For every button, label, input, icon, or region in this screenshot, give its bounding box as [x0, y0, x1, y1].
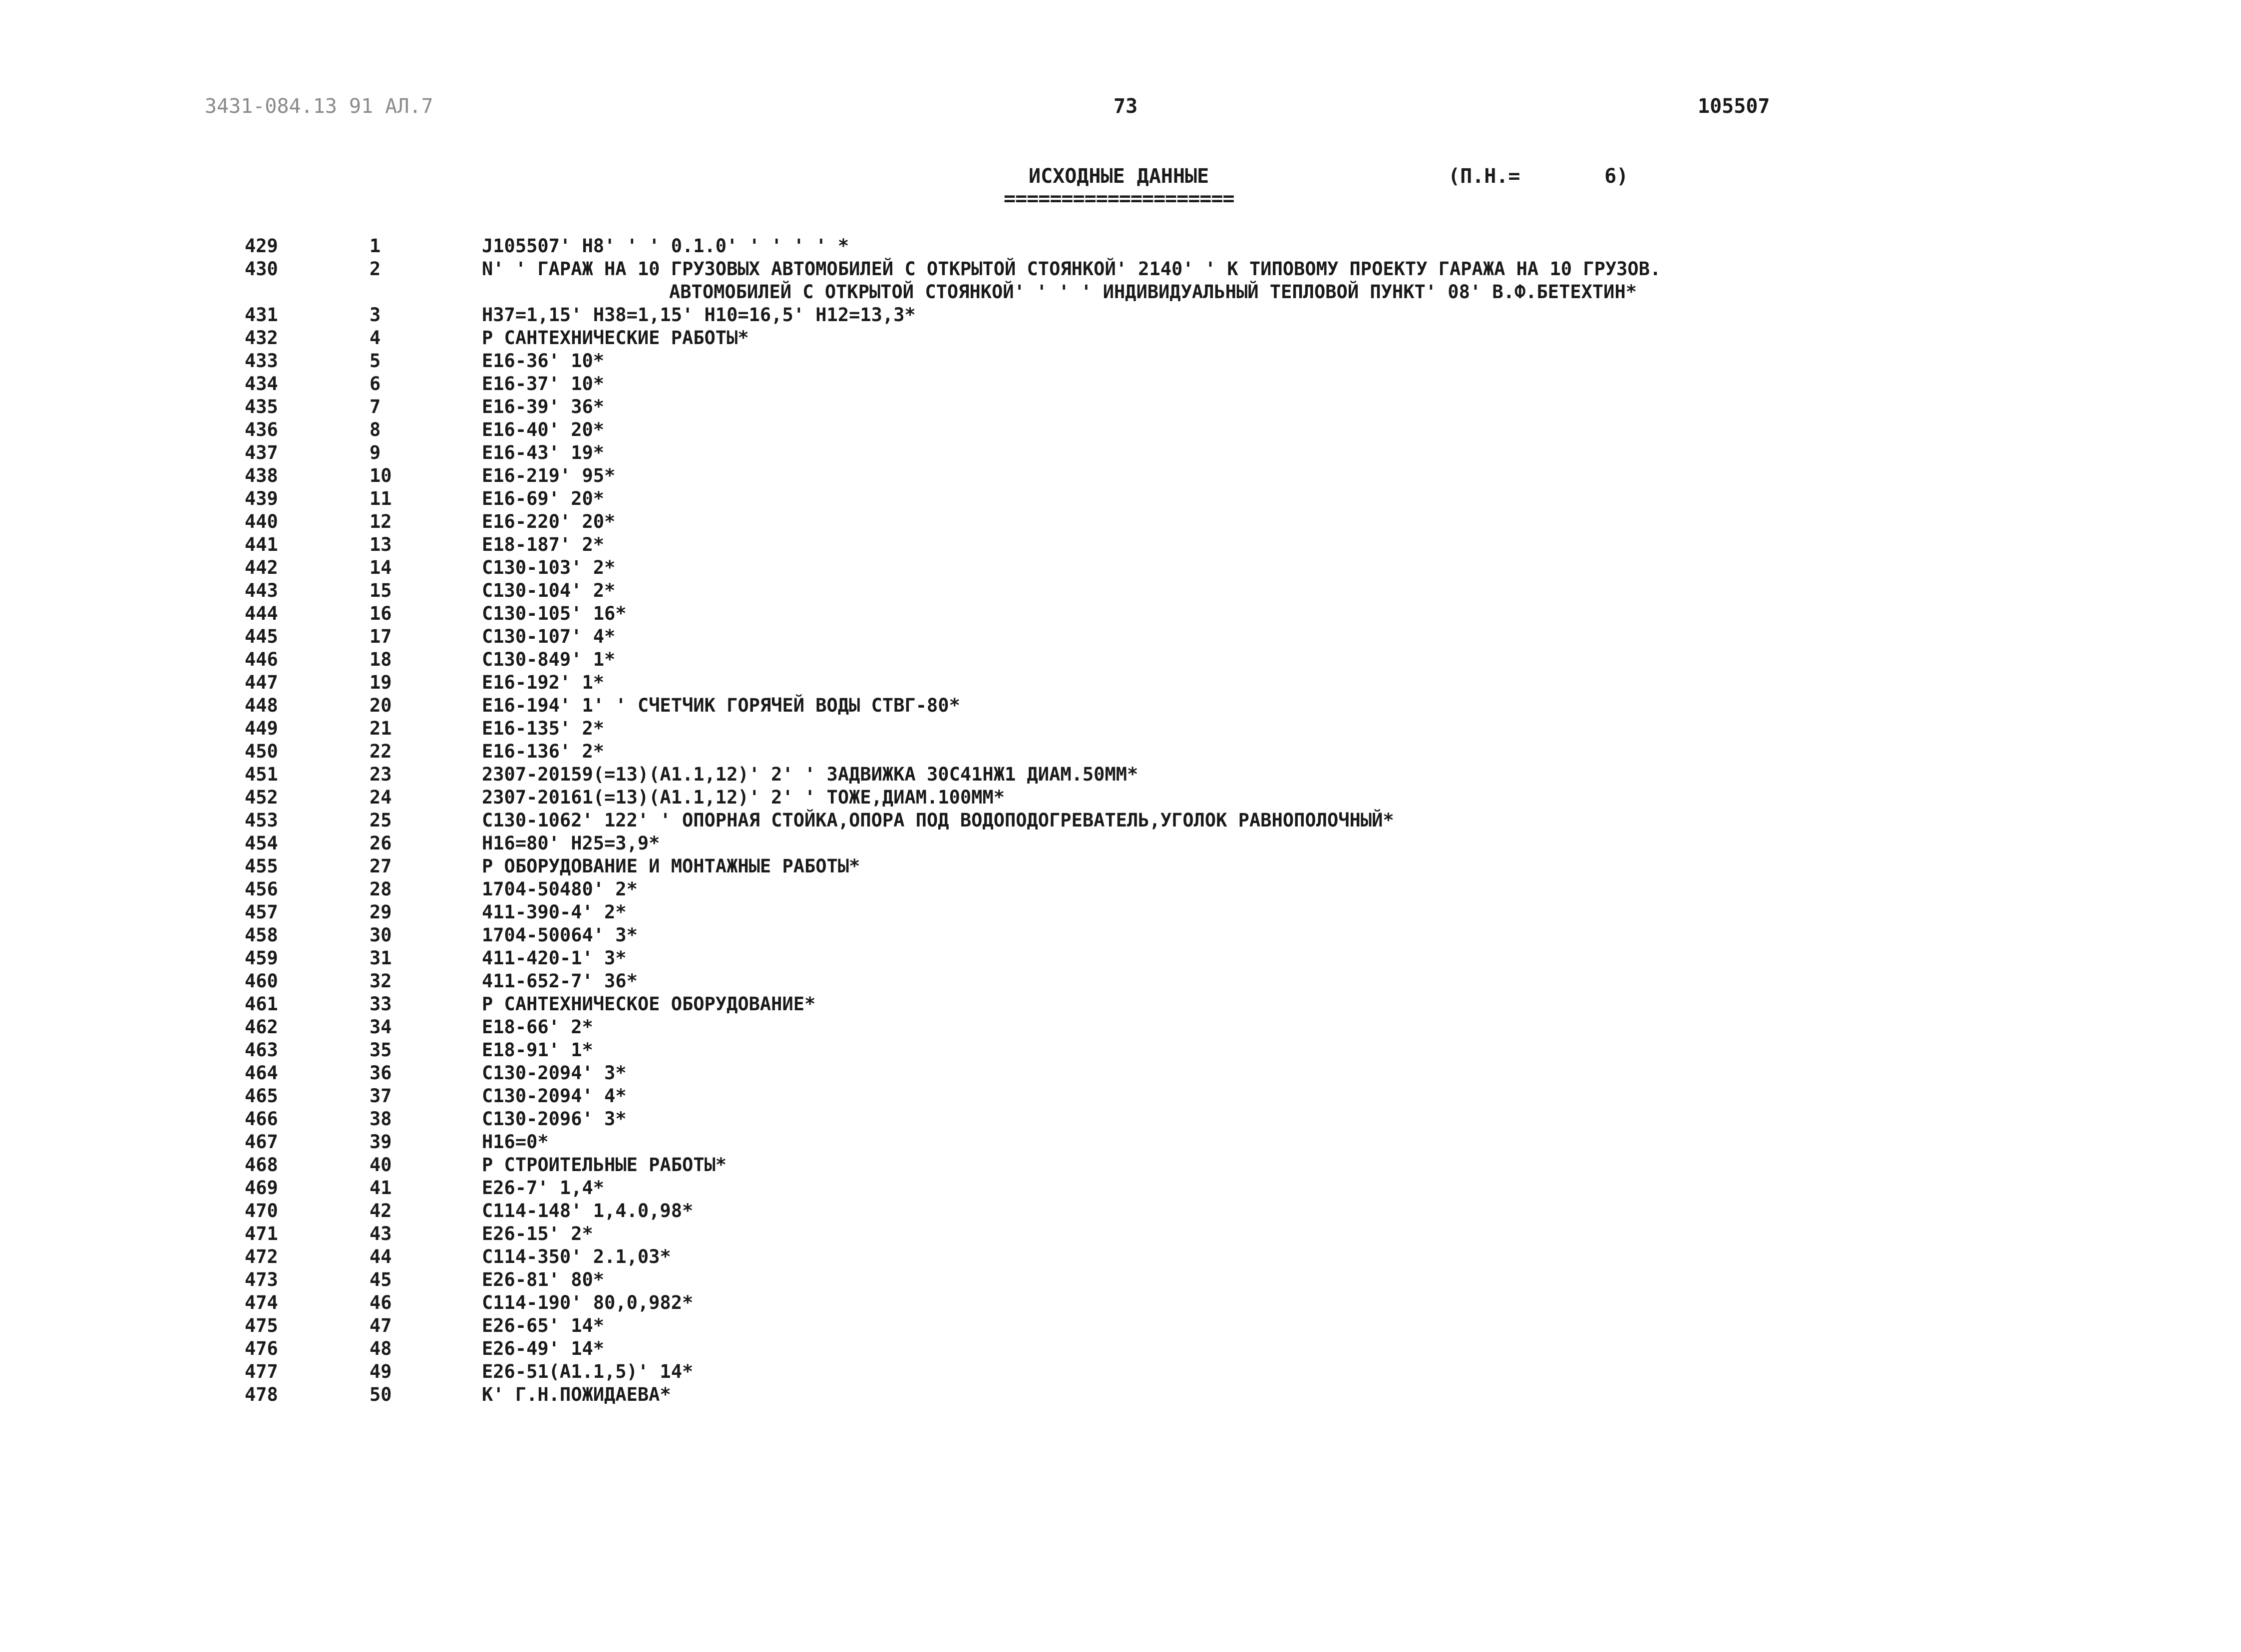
row-line-number: 430: [245, 258, 278, 280]
listing-row: [0, 1245, 2241, 1268]
row-text: C130-2094' 4*: [482, 1085, 627, 1107]
row-index: 12: [370, 511, 392, 532]
row-index: 22: [370, 741, 392, 762]
data-listing: [0, 235, 2241, 1406]
row-line-number: 475: [245, 1315, 278, 1336]
row-line-number: 459: [245, 947, 278, 969]
listing-row: [0, 350, 2241, 373]
row-line-number: 449: [245, 718, 278, 739]
row-index: 11: [370, 488, 392, 509]
row-text: C130-1062' 122' ' ОПОРНАЯ СТОЙКА,ОПОРА ПОД ВОДОПОДОГРЕВАТЕЛЬ,УГОЛОК РАВНОПОЛОЧНЫЙ*: [482, 810, 1394, 831]
listing-row: [0, 1314, 2241, 1337]
row-text: 2307-20161(=13)(A1.1,12)' 2' ' ТОЖЕ,ДИАМ.100ММ*: [482, 787, 1005, 808]
row-text: C130-105' 16*: [482, 603, 627, 624]
listing-row: [0, 418, 2241, 441]
row-index: 1: [370, 235, 381, 257]
listing-row: [0, 809, 2241, 832]
row-index: 37: [370, 1085, 392, 1107]
page-title: ИСХОДНЫЕ ДАННЫЕ: [1029, 165, 1209, 188]
row-text: C130-2096' 3*: [482, 1108, 627, 1130]
row-line-number: 443: [245, 580, 278, 601]
row-index: 25: [370, 810, 392, 831]
row-line-number: 477: [245, 1361, 278, 1382]
row-text: E26-81' 80*: [482, 1269, 605, 1290]
row-text: E16-192' 1*: [482, 672, 605, 693]
listing-row: [0, 855, 2241, 878]
row-index: 36: [370, 1062, 392, 1084]
row-text: E26-15' 2*: [482, 1223, 593, 1244]
row-line-number: 455: [245, 855, 278, 877]
row-line-number: 452: [245, 787, 278, 808]
listing-row: [0, 396, 2241, 418]
row-index: 42: [370, 1200, 392, 1222]
row-index: 17: [370, 626, 392, 647]
listing-row: [0, 901, 2241, 924]
row-text: C114-148' 1,4.0,98*: [482, 1200, 694, 1222]
row-text: E16-136' 2*: [482, 741, 605, 762]
row-index: 47: [370, 1315, 392, 1336]
listing-row-continuation: [0, 281, 2241, 304]
row-line-number: 461: [245, 993, 278, 1015]
row-text: E16-194' 1' ' СЧЕТЧИК ГОРЯЧЕЙ ВОДЫ СТВГ-80*: [482, 695, 960, 716]
document-number: 105507: [1698, 95, 1770, 118]
row-text: E16-219' 95*: [482, 465, 616, 486]
row-text: E16-40' 20*: [482, 419, 605, 440]
listing-row: [0, 970, 2241, 993]
listing-row: [0, 1383, 2241, 1406]
listing-row: [0, 1177, 2241, 1200]
row-index: 15: [370, 580, 392, 601]
listing-row: [0, 832, 2241, 855]
row-index: 45: [370, 1269, 392, 1290]
row-index: 8: [370, 419, 381, 440]
row-line-number: 432: [245, 327, 278, 349]
listing-row: [0, 993, 2241, 1016]
row-index: 13: [370, 534, 392, 555]
row-line-number: 469: [245, 1177, 278, 1199]
row-index: 35: [370, 1039, 392, 1061]
row-line-number: 448: [245, 695, 278, 716]
row-text: E16-36' 10*: [482, 350, 605, 372]
row-index: 7: [370, 396, 381, 417]
row-index: 4: [370, 327, 381, 349]
row-text: E26-7' 1,4*: [482, 1177, 605, 1199]
row-text: E18-66' 2*: [482, 1016, 593, 1038]
row-index: 43: [370, 1223, 392, 1244]
listing-row: [0, 1337, 2241, 1360]
row-text: E16-43' 19*: [482, 442, 605, 463]
row-index: 5: [370, 350, 381, 372]
row-text: АВТОМОБИЛЕЙ С ОТКРЫТОЙ СТОЯНКОЙ' ' ' ' ИНДИВИДУАЛЬНЫЙ ТЕПЛОВОЙ ПУНКТ' 08' В.Ф.БЕТЕХТИН*: [669, 281, 1637, 303]
header-left-code: 3431-084.13 91 AЛ.7: [205, 95, 433, 118]
listing-row: [0, 625, 2241, 648]
listing-row: [0, 510, 2241, 533]
row-index: 29: [370, 901, 392, 923]
row-index: 19: [370, 672, 392, 693]
row-index: 23: [370, 764, 392, 785]
row-index: 34: [370, 1016, 392, 1038]
row-index: 28: [370, 878, 392, 900]
listing-row: [0, 763, 2241, 786]
row-text: E18-187' 2*: [482, 534, 605, 555]
listing-row: [0, 1131, 2241, 1154]
row-line-number: 467: [245, 1131, 278, 1153]
row-text: E26-51(A1.1,5)' 14*: [482, 1361, 694, 1382]
row-text: C130-2094' 3*: [482, 1062, 627, 1084]
row-text: E16-135' 2*: [482, 718, 605, 739]
listing-row: [0, 464, 2241, 487]
row-line-number: 437: [245, 442, 278, 463]
row-index: 31: [370, 947, 392, 969]
listing-row: [0, 533, 2241, 556]
row-index: 33: [370, 993, 392, 1015]
listing-row: [0, 671, 2241, 694]
row-line-number: 465: [245, 1085, 278, 1107]
listing-row: [0, 1200, 2241, 1223]
row-line-number: 447: [245, 672, 278, 693]
listing-row: [0, 1039, 2241, 1062]
listing-row: [0, 1085, 2241, 1108]
row-index: 2: [370, 258, 381, 280]
row-text: 1704-50480' 2*: [482, 878, 638, 900]
row-index: 18: [370, 649, 392, 670]
listing-row: [0, 602, 2241, 625]
row-index: 20: [370, 695, 392, 716]
row-line-number: 433: [245, 350, 278, 372]
page-number: 73: [1114, 95, 1138, 118]
row-text: P ОБОРУДОВАНИЕ И МОНТАЖНЫЕ РАБОТЫ*: [482, 855, 860, 877]
listing-row: [0, 694, 2241, 717]
listing-row: [0, 304, 2241, 327]
listing-row: [0, 235, 2241, 258]
row-text: C130-103' 2*: [482, 557, 616, 578]
row-index: 14: [370, 557, 392, 578]
listing-row: [0, 1360, 2241, 1383]
row-text: 2307-20159(=13)(A1.1,12)' 2' ' ЗАДВИЖКА 30С41НЖ1 ДИАМ.50ММ*: [482, 764, 1138, 785]
row-index: 24: [370, 787, 392, 808]
row-line-number: 445: [245, 626, 278, 647]
listing-row: [0, 487, 2241, 510]
listing-row: [0, 786, 2241, 809]
title-underline: ====================: [1004, 187, 1234, 210]
row-line-number: 464: [245, 1062, 278, 1084]
row-text: 1704-50064' 3*: [482, 924, 638, 946]
row-line-number: 435: [245, 396, 278, 417]
row-line-number: 458: [245, 924, 278, 946]
listing-row: [0, 1154, 2241, 1177]
row-line-number: 472: [245, 1246, 278, 1267]
row-text: H16=80' H25=3,9*: [482, 832, 660, 854]
row-text: E16-39' 36*: [482, 396, 605, 417]
listing-row: [0, 373, 2241, 396]
listing-row: [0, 740, 2241, 763]
row-line-number: 451: [245, 764, 278, 785]
title-parameter: (П.Н.= 6): [1448, 165, 1629, 188]
row-line-number: 431: [245, 304, 278, 326]
row-text: P САНТЕХНИЧЕСКИЕ РАБОТЫ*: [482, 327, 749, 349]
listing-row: [0, 1062, 2241, 1085]
row-index: 50: [370, 1384, 392, 1405]
row-text: P СТРОИТЕЛЬНЫЕ РАБОТЫ*: [482, 1154, 727, 1176]
listing-row: [0, 258, 2241, 281]
row-line-number: 429: [245, 235, 278, 257]
listing-row: [0, 1223, 2241, 1245]
row-text: N' ' ГАРАЖ НА 10 ГРУЗОВЫХ АВТОМОБИЛЕЙ С ОТКРЫТОЙ СТОЯНКОЙ' 2140' ' К ТИПОВОМУ ПРОЕКТУ ГАРАЖА НА 10 ГРУЗОВ.: [482, 258, 1661, 280]
row-index: 16: [370, 603, 392, 624]
row-text: J105507' H8' ' ' 0.1.0' ' ' ' ' *: [482, 235, 849, 257]
row-line-number: 460: [245, 970, 278, 992]
row-index: 48: [370, 1338, 392, 1359]
row-line-number: 478: [245, 1384, 278, 1405]
row-text: C114-190' 80,0,982*: [482, 1292, 694, 1313]
listing-row: [0, 1268, 2241, 1291]
row-index: 38: [370, 1108, 392, 1130]
row-index: 30: [370, 924, 392, 946]
row-text: K' Г.Н.ПОЖИДАЕВА*: [482, 1384, 671, 1405]
row-index: 10: [370, 465, 392, 486]
row-line-number: 439: [245, 488, 278, 509]
row-line-number: 456: [245, 878, 278, 900]
listing-row: [0, 1016, 2241, 1039]
row-line-number: 457: [245, 901, 278, 923]
listing-row: [0, 878, 2241, 901]
row-index: 3: [370, 304, 381, 326]
listing-row: [0, 947, 2241, 970]
row-text: P САНТЕХНИЧЕСКОЕ ОБОРУДОВАНИЕ*: [482, 993, 816, 1015]
row-text: E16-37' 10*: [482, 373, 605, 395]
row-text: H37=1,15' H38=1,15' H10=16,5' H12=13,3*: [482, 304, 916, 326]
row-text: E26-65' 14*: [482, 1315, 605, 1336]
row-line-number: 436: [245, 419, 278, 440]
row-text: 411-420-1' 3*: [482, 947, 627, 969]
row-line-number: 434: [245, 373, 278, 395]
row-line-number: 442: [245, 557, 278, 578]
listing-row: [0, 717, 2241, 740]
row-index: 27: [370, 855, 392, 877]
row-line-number: 470: [245, 1200, 278, 1222]
listing-row: [0, 579, 2241, 602]
row-line-number: 454: [245, 832, 278, 854]
listing-row: [0, 1108, 2241, 1131]
row-text: C130-107' 4*: [482, 626, 616, 647]
row-line-number: 471: [245, 1223, 278, 1244]
row-text: E16-220' 20*: [482, 511, 616, 532]
row-line-number: 463: [245, 1039, 278, 1061]
row-line-number: 462: [245, 1016, 278, 1038]
row-text: 411-390-4' 2*: [482, 901, 627, 923]
listing-row: [0, 441, 2241, 464]
row-text: E16-69' 20*: [482, 488, 605, 509]
row-text: E26-49' 14*: [482, 1338, 605, 1359]
row-index: 49: [370, 1361, 392, 1382]
row-line-number: 453: [245, 810, 278, 831]
row-text: E18-91' 1*: [482, 1039, 593, 1061]
row-text: H16=0*: [482, 1131, 549, 1153]
row-line-number: 468: [245, 1154, 278, 1176]
listing-row: [0, 327, 2241, 350]
row-line-number: 473: [245, 1269, 278, 1290]
row-text: C114-350' 2.1,03*: [482, 1246, 671, 1267]
row-index: 21: [370, 718, 392, 739]
row-index: 44: [370, 1246, 392, 1267]
row-line-number: 476: [245, 1338, 278, 1359]
row-text: C130-104' 2*: [482, 580, 616, 601]
row-line-number: 440: [245, 511, 278, 532]
row-line-number: 438: [245, 465, 278, 486]
listing-row: [0, 1291, 2241, 1314]
row-text: 411-652-7' 36*: [482, 970, 638, 992]
row-index: 39: [370, 1131, 392, 1153]
row-index: 40: [370, 1154, 392, 1176]
row-line-number: 441: [245, 534, 278, 555]
row-index: 9: [370, 442, 381, 463]
row-line-number: 450: [245, 741, 278, 762]
row-index: 41: [370, 1177, 392, 1199]
row-text: C130-849' 1*: [482, 649, 616, 670]
row-index: 6: [370, 373, 381, 395]
row-index: 32: [370, 970, 392, 992]
listing-row: [0, 648, 2241, 671]
listing-row: [0, 556, 2241, 579]
row-line-number: 474: [245, 1292, 278, 1313]
row-line-number: 444: [245, 603, 278, 624]
row-index: 26: [370, 832, 392, 854]
row-line-number: 446: [245, 649, 278, 670]
row-line-number: 466: [245, 1108, 278, 1130]
listing-row: [0, 924, 2241, 947]
row-index: 46: [370, 1292, 392, 1313]
